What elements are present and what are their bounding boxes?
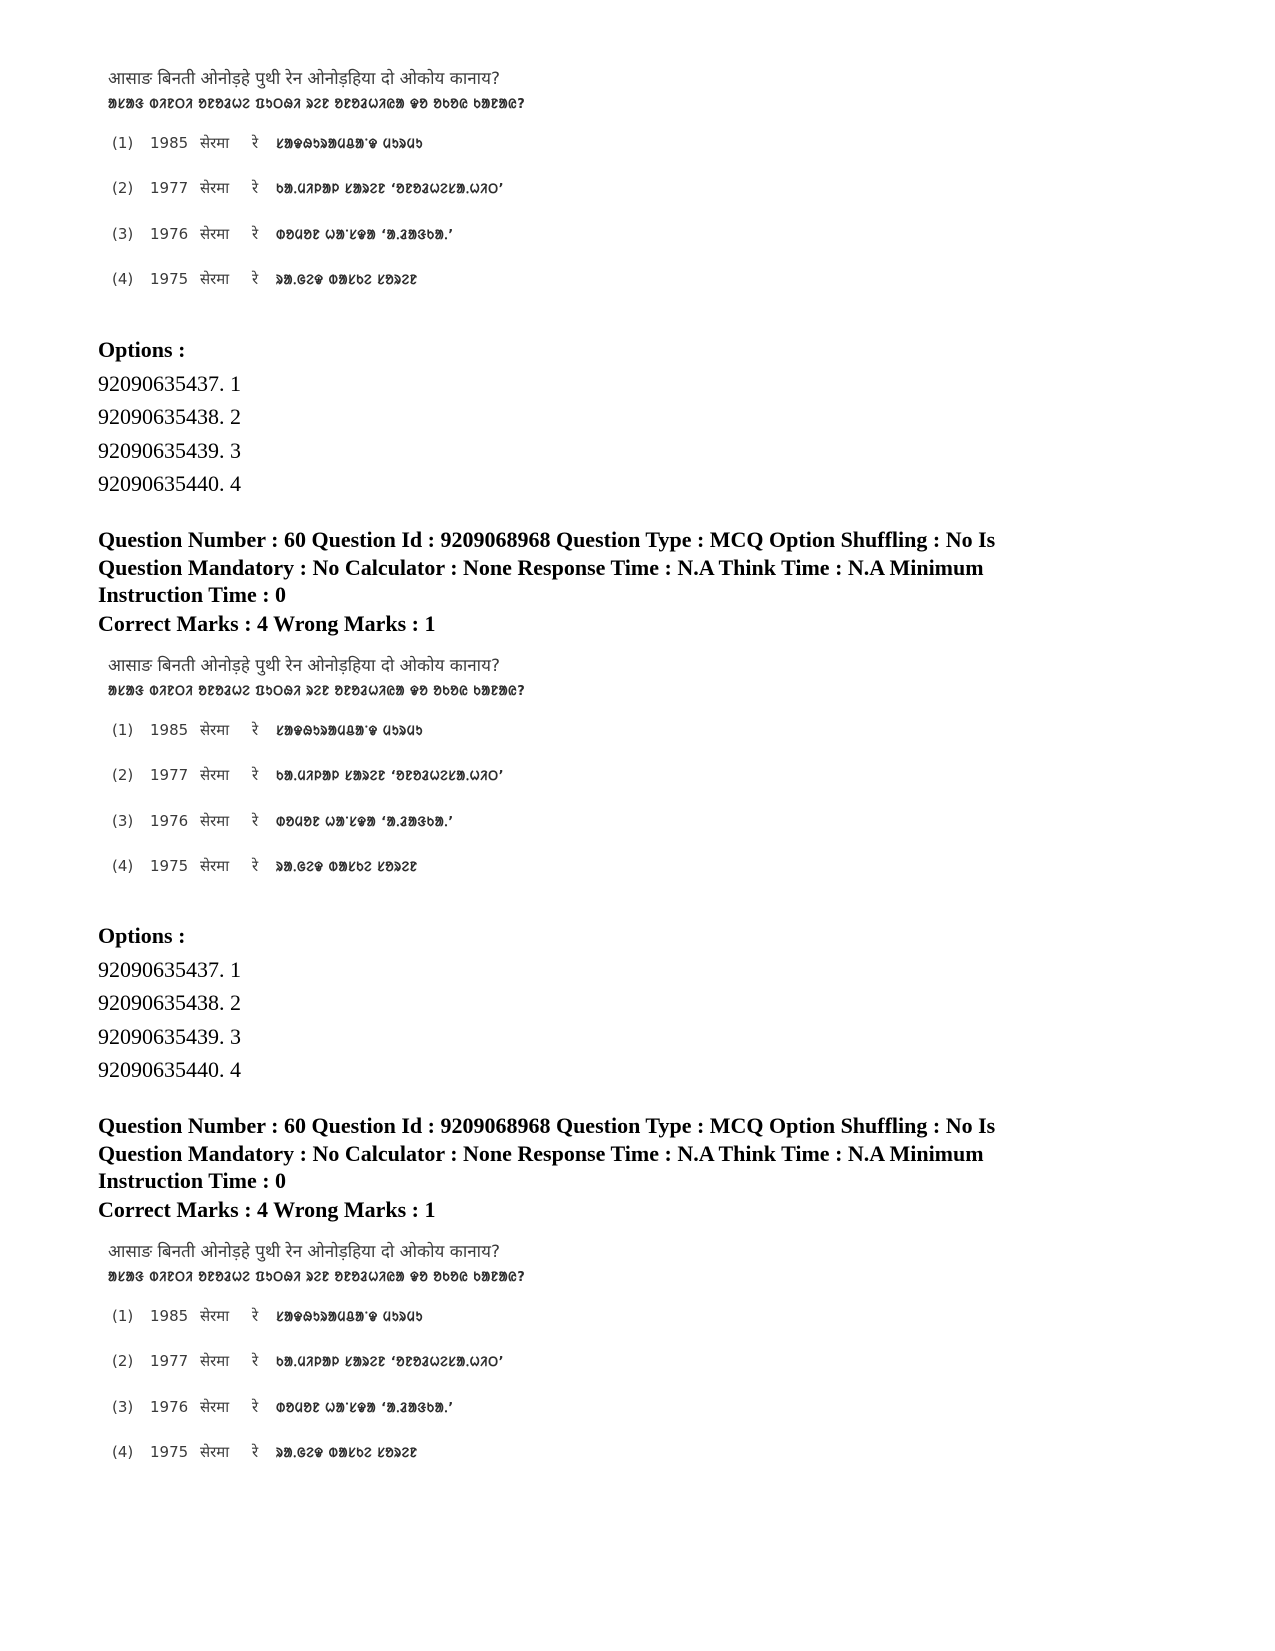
option-item: 92090635440. 4 (98, 471, 241, 496)
question-image (98, 1239, 658, 1514)
question-image (98, 653, 658, 928)
question-text-hindi: आसाङ बिनती ओनोड़हे पुथी रेन ओनोड़हिया दो ओकोय कानाय? (108, 656, 500, 676)
question-text-hindi: आसाङ बिनती ओनोड़हे पुथी रेन ओनोड़हिया दो ओकोय कानाय? (108, 1242, 500, 1262)
question-option: (2) 1977 सेरमा रे ᱠᱟᱹᱢᱤᱞᱟᱞ ᱥᱟᱨᱮᱱ ‘ᱚᱱᱚᱲᱦᱮᱥᱟᱹᱦᱤᱛ’ (112, 766, 505, 784)
options-block (98, 333, 241, 501)
option-item: 92090635438. 2 (98, 990, 241, 1015)
marks-line: Correct Marks : 4 Wrong Marks : 1 (98, 611, 436, 636)
question-option: (1) 1985 सेरमा रे ᱥᱟᱫᱷᱩᱨᱟᱢᱪᱟᱸᱫ ᱢᱩᱨᱢᱩ (112, 1307, 423, 1325)
question-text-olchiki: ᱟᱥᱟᱝ ᱵᱤᱱᱛᱤ ᱚᱱᱚᱲᱦᱮ ᱯᱩᱛᱷᱤ ᱨᱮᱱ ᱚᱱᱚᱲᱦᱤᱭᱟ ᱫᱚ ᱚᱠᱚᱭ ᱠᱟᱱᱟᱭ? (108, 684, 526, 699)
option-item: 92090635437. 1 (98, 370, 241, 396)
question-meta: Question Number : 60 Question Id : 9209068968 Question Type : MCQ Option Shuffling : No Is Question Mandatory : No Calculator : None Response Time : N.A Think Time : N.A Minimum Instruction Time : 0 (98, 1113, 996, 1193)
question-meta: Question Number : 60 Question Id : 9209068968 Question Type : MCQ Option Shuffling : No Is Question Mandatory : No Calculator : None Response Time : N.A Think Time : N.A Minimum Instruction Time : 0 (98, 527, 996, 607)
option-item: 92090635437. 1 (98, 956, 241, 982)
question-option: (2) 1977 सेरमा रे ᱠᱟᱹᱢᱤᱞᱟᱞ ᱥᱟᱨᱮᱱ ‘ᱚᱱᱚᱲᱦᱮᱥᱟᱹᱦᱤᱛ’ (112, 179, 505, 197)
question-option: (2) 1977 सेरमा रे ᱠᱟᱹᱢᱤᱞᱟᱞ ᱥᱟᱨᱮᱱ ‘ᱚᱱᱚᱲᱦᱮᱥᱟᱹᱦᱤᱛ’ (112, 1352, 505, 1370)
option-item: 92090635438. 2 (98, 404, 241, 429)
options-heading: Options : (98, 923, 186, 948)
question-option: (4) 1975 सेरमा रे ᱨᱟᱹᱜᱮᱫ ᱵᱟᱥᱠᱮ ᱥᱚᱨᱮᱱ (112, 857, 418, 875)
question-text-hindi: आसाङ बिनती ओनोड़हे पुथी रेन ओनोड़हिया दो ओकोय कानाय? (108, 69, 500, 89)
question-image (98, 66, 658, 341)
question-text-olchiki: ᱟᱥᱟᱝ ᱵᱤᱱᱛᱤ ᱚᱱᱚᱲᱦᱮ ᱯᱩᱛᱷᱤ ᱨᱮᱱ ᱚᱱᱚᱲᱦᱤᱭᱟ ᱫᱚ ᱚᱠᱚᱭ ᱠᱟᱱᱟᱭ? (108, 1270, 526, 1285)
options-block (98, 919, 241, 1087)
question-option: (1) 1985 सेरमा रे ᱥᱟᱫᱷᱩᱨᱟᱢᱪᱟᱸᱫ ᱢᱩᱨᱢᱩ (112, 721, 423, 739)
question-option: (3) 1976 सेरमा रे ᱰᱚᱢᱚᱱ ᱦᱟᱸᱥᱫᱟ ‘ᱟᱹᱲᱟᱝᱠᱟᱹ’ (112, 812, 454, 830)
question-option: (3) 1976 सेरमा रे ᱰᱚᱢᱚᱱ ᱦᱟᱸᱥᱫᱟ ‘ᱟᱹᱲᱟᱝᱠᱟᱹ’ (112, 1398, 454, 1416)
option-item: 92090635439. 3 (98, 437, 241, 463)
option-item: 92090635439. 3 (98, 1023, 241, 1049)
question-option: (3) 1976 सेरमा रे ᱰᱚᱢᱚᱱ ᱦᱟᱸᱥᱫᱟ ‘ᱟᱹᱲᱟᱝᱠᱟᱹ’ (112, 225, 454, 243)
question-option: (1) 1985 सेरमा रे ᱥᱟᱫᱷᱩᱨᱟᱢᱪᱟᱸᱫ ᱢᱩᱨᱢᱩ (112, 134, 423, 152)
question-option: (4) 1975 सेरमा रे ᱨᱟᱹᱜᱮᱫ ᱵᱟᱥᱠᱮ ᱥᱚᱨᱮᱱ (112, 270, 418, 288)
question-text-olchiki: ᱟᱥᱟᱝ ᱵᱤᱱᱛᱤ ᱚᱱᱚᱲᱦᱮ ᱯᱩᱛᱷᱤ ᱨᱮᱱ ᱚᱱᱚᱲᱦᱤᱭᱟ ᱫᱚ ᱚᱠᱚᱭ ᱠᱟᱱᱟᱭ? (108, 97, 526, 112)
question-option: (4) 1975 सेरमा रे ᱨᱟᱹᱜᱮᱫ ᱵᱟᱥᱠᱮ ᱥᱚᱨᱮᱱ (112, 1443, 418, 1461)
marks-line: Correct Marks : 4 Wrong Marks : 1 (98, 1197, 436, 1222)
option-item: 92090635440. 4 (98, 1057, 241, 1082)
options-heading: Options : (98, 337, 186, 362)
